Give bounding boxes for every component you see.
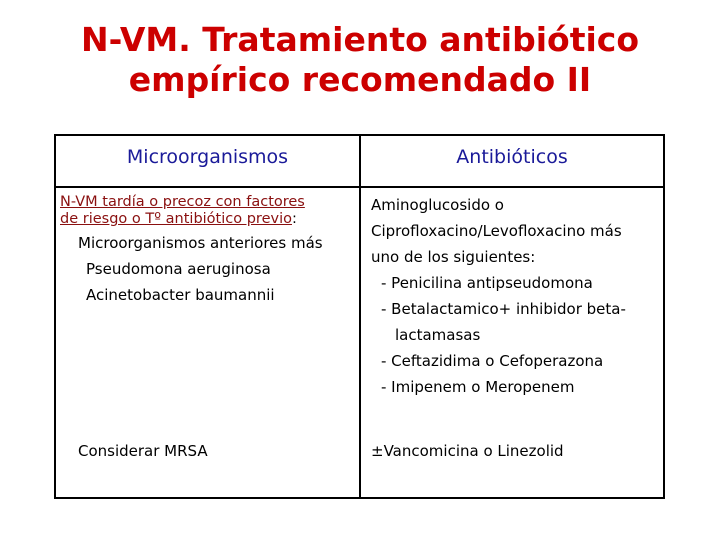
header-cell-antibiotics bbox=[360, 135, 664, 187]
organism-item: Acinetobacter baumannii bbox=[86, 286, 275, 304]
antibiotic-item: - Imipenem o Meropenem bbox=[381, 378, 575, 396]
title-line-1: N-VM. Tratamiento antibiótico bbox=[80, 20, 640, 59]
risk-condition bbox=[56, 188, 359, 228]
header-antibiotics: Antibióticos bbox=[456, 146, 568, 168]
condition-line-2: de riesgo o Tº antibiótico previo bbox=[60, 211, 292, 227]
antibiotic-item: uno de los siguientes: bbox=[371, 248, 536, 266]
slide-title bbox=[0, 20, 720, 100]
organism-item: Microorganismos anteriores más bbox=[78, 234, 323, 252]
condition-line-1: N-VM tardía o precoz con factores bbox=[60, 194, 305, 210]
antibiotic-item: - Betalactamico+ inhibidor beta- bbox=[381, 300, 626, 318]
antibiotic-item: Ciprofloxacino/Levofloxacino más bbox=[371, 222, 622, 240]
header-cell-microorganisms bbox=[55, 135, 360, 187]
vancomycin-cell bbox=[360, 432, 664, 498]
condition-colon: : bbox=[291, 211, 297, 227]
antibiotics-cell bbox=[360, 187, 664, 432]
mrsa-cell bbox=[55, 432, 360, 498]
mrsa-text: Considerar MRSA bbox=[78, 442, 208, 460]
header-row bbox=[55, 135, 664, 187]
organisms-cell bbox=[55, 187, 360, 432]
antibiotic-item: - Ceftazidima o Cefoperazona bbox=[381, 352, 604, 370]
antibiotic-item: - Penicilina antipseudomona bbox=[381, 274, 593, 292]
antibiotic-item: Aminoglucosido o bbox=[371, 196, 504, 214]
table-row bbox=[55, 432, 664, 498]
treatment-table bbox=[54, 134, 665, 499]
title-line-2: empírico recomendado II bbox=[128, 60, 592, 99]
antibiotic-item: lactamasas bbox=[395, 326, 481, 344]
organism-item: Pseudomona aeruginosa bbox=[86, 260, 271, 278]
header-microorganisms: Microorganismos bbox=[126, 146, 289, 168]
vancomycin-text: ±Vancomicina o Linezolid bbox=[371, 442, 564, 460]
table-row bbox=[55, 187, 664, 432]
